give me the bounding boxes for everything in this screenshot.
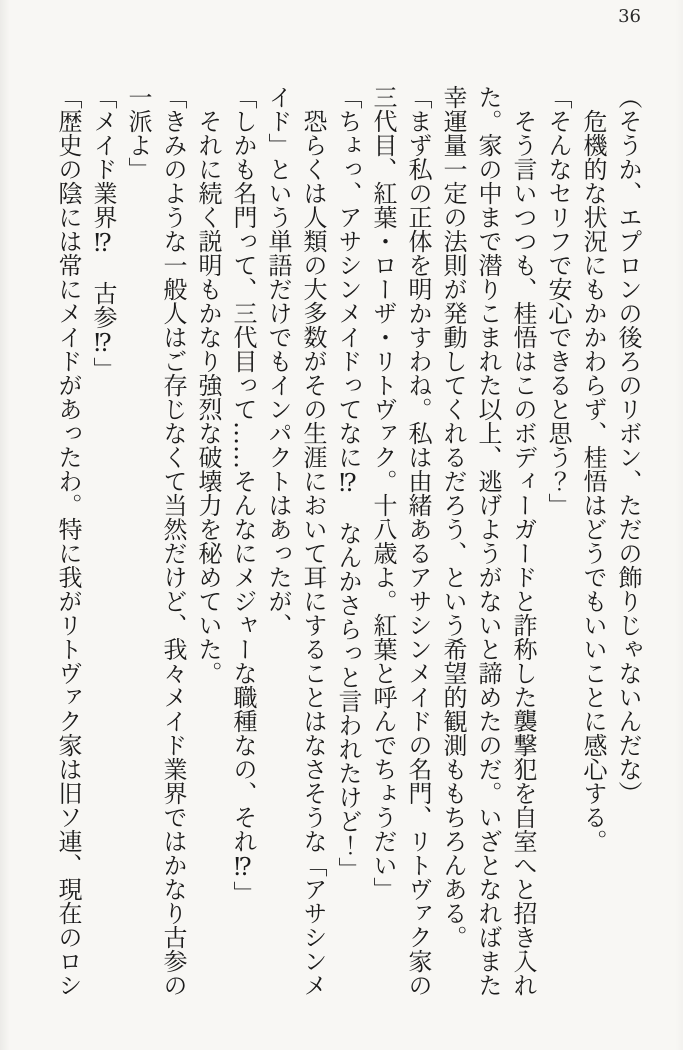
text-line: 「きみのような一般人はご存じなくて当然だけど、我々メイド業界ではかなり古参の xyxy=(159,85,187,997)
text-line: 危機的な状況にもかかわらず、桂悟はどうでもいいことに感心する。 xyxy=(579,109,607,853)
text-line: そう言いつつも、桂悟はこのボディーガードと詐称した襲撃犯を自室へと招き入れ xyxy=(509,109,537,997)
text-line: 「ちょっ、アサシンメイドってなに⁉ なんかさらっと言われたけど！」 xyxy=(334,85,362,881)
text-line: 三代目、紅葉・ローザ・リトヴァク。十八歳よ。紅葉と呼んでちょうだい」 xyxy=(369,85,397,901)
text-line: 「歴史の陰には常にメイドがあったわ。特に我がリトヴァク家は旧ソ連、現在のロシ xyxy=(54,85,82,997)
text-line: 「まず私の正体を明かすわね。私は由緒あるアサシンメイドの名門、リトヴァク家の xyxy=(404,85,432,997)
text-line: た。家の中まで潜りこまれた以上、逃げようがないと諦めたのだ。いざとなればまた xyxy=(474,85,502,997)
text-line: 「そんなセリフで安心できると思う？」 xyxy=(544,85,572,517)
text-line: 「メイド業界⁉ 古参⁉」 xyxy=(89,85,117,381)
page-number: 36 xyxy=(618,6,641,27)
text-line: （そうか、エプロンの後ろのリボン、ただの飾りじゃないんだな） xyxy=(614,85,642,805)
text-line: それに続く説明もかなり強烈な破壊力を秘めていた。 xyxy=(194,109,222,685)
text-block xyxy=(50,85,645,1035)
text-line: 恐らくは人類の大多数がその生涯において耳にすることはなさそうな「アサシンメ xyxy=(299,109,327,997)
text-line: イド」という単語だけでもインパクトはあったが、 xyxy=(264,85,292,637)
text-line: 幸運量一定の法則が発動してくれるだろう、という希望的観測ももちろんある。 xyxy=(439,85,467,949)
text-line: 「しかも名門って、三代目って……そんなにメジャーな職種なの、それ⁉」 xyxy=(229,85,257,905)
text-line: 一派よ」 xyxy=(124,85,152,181)
